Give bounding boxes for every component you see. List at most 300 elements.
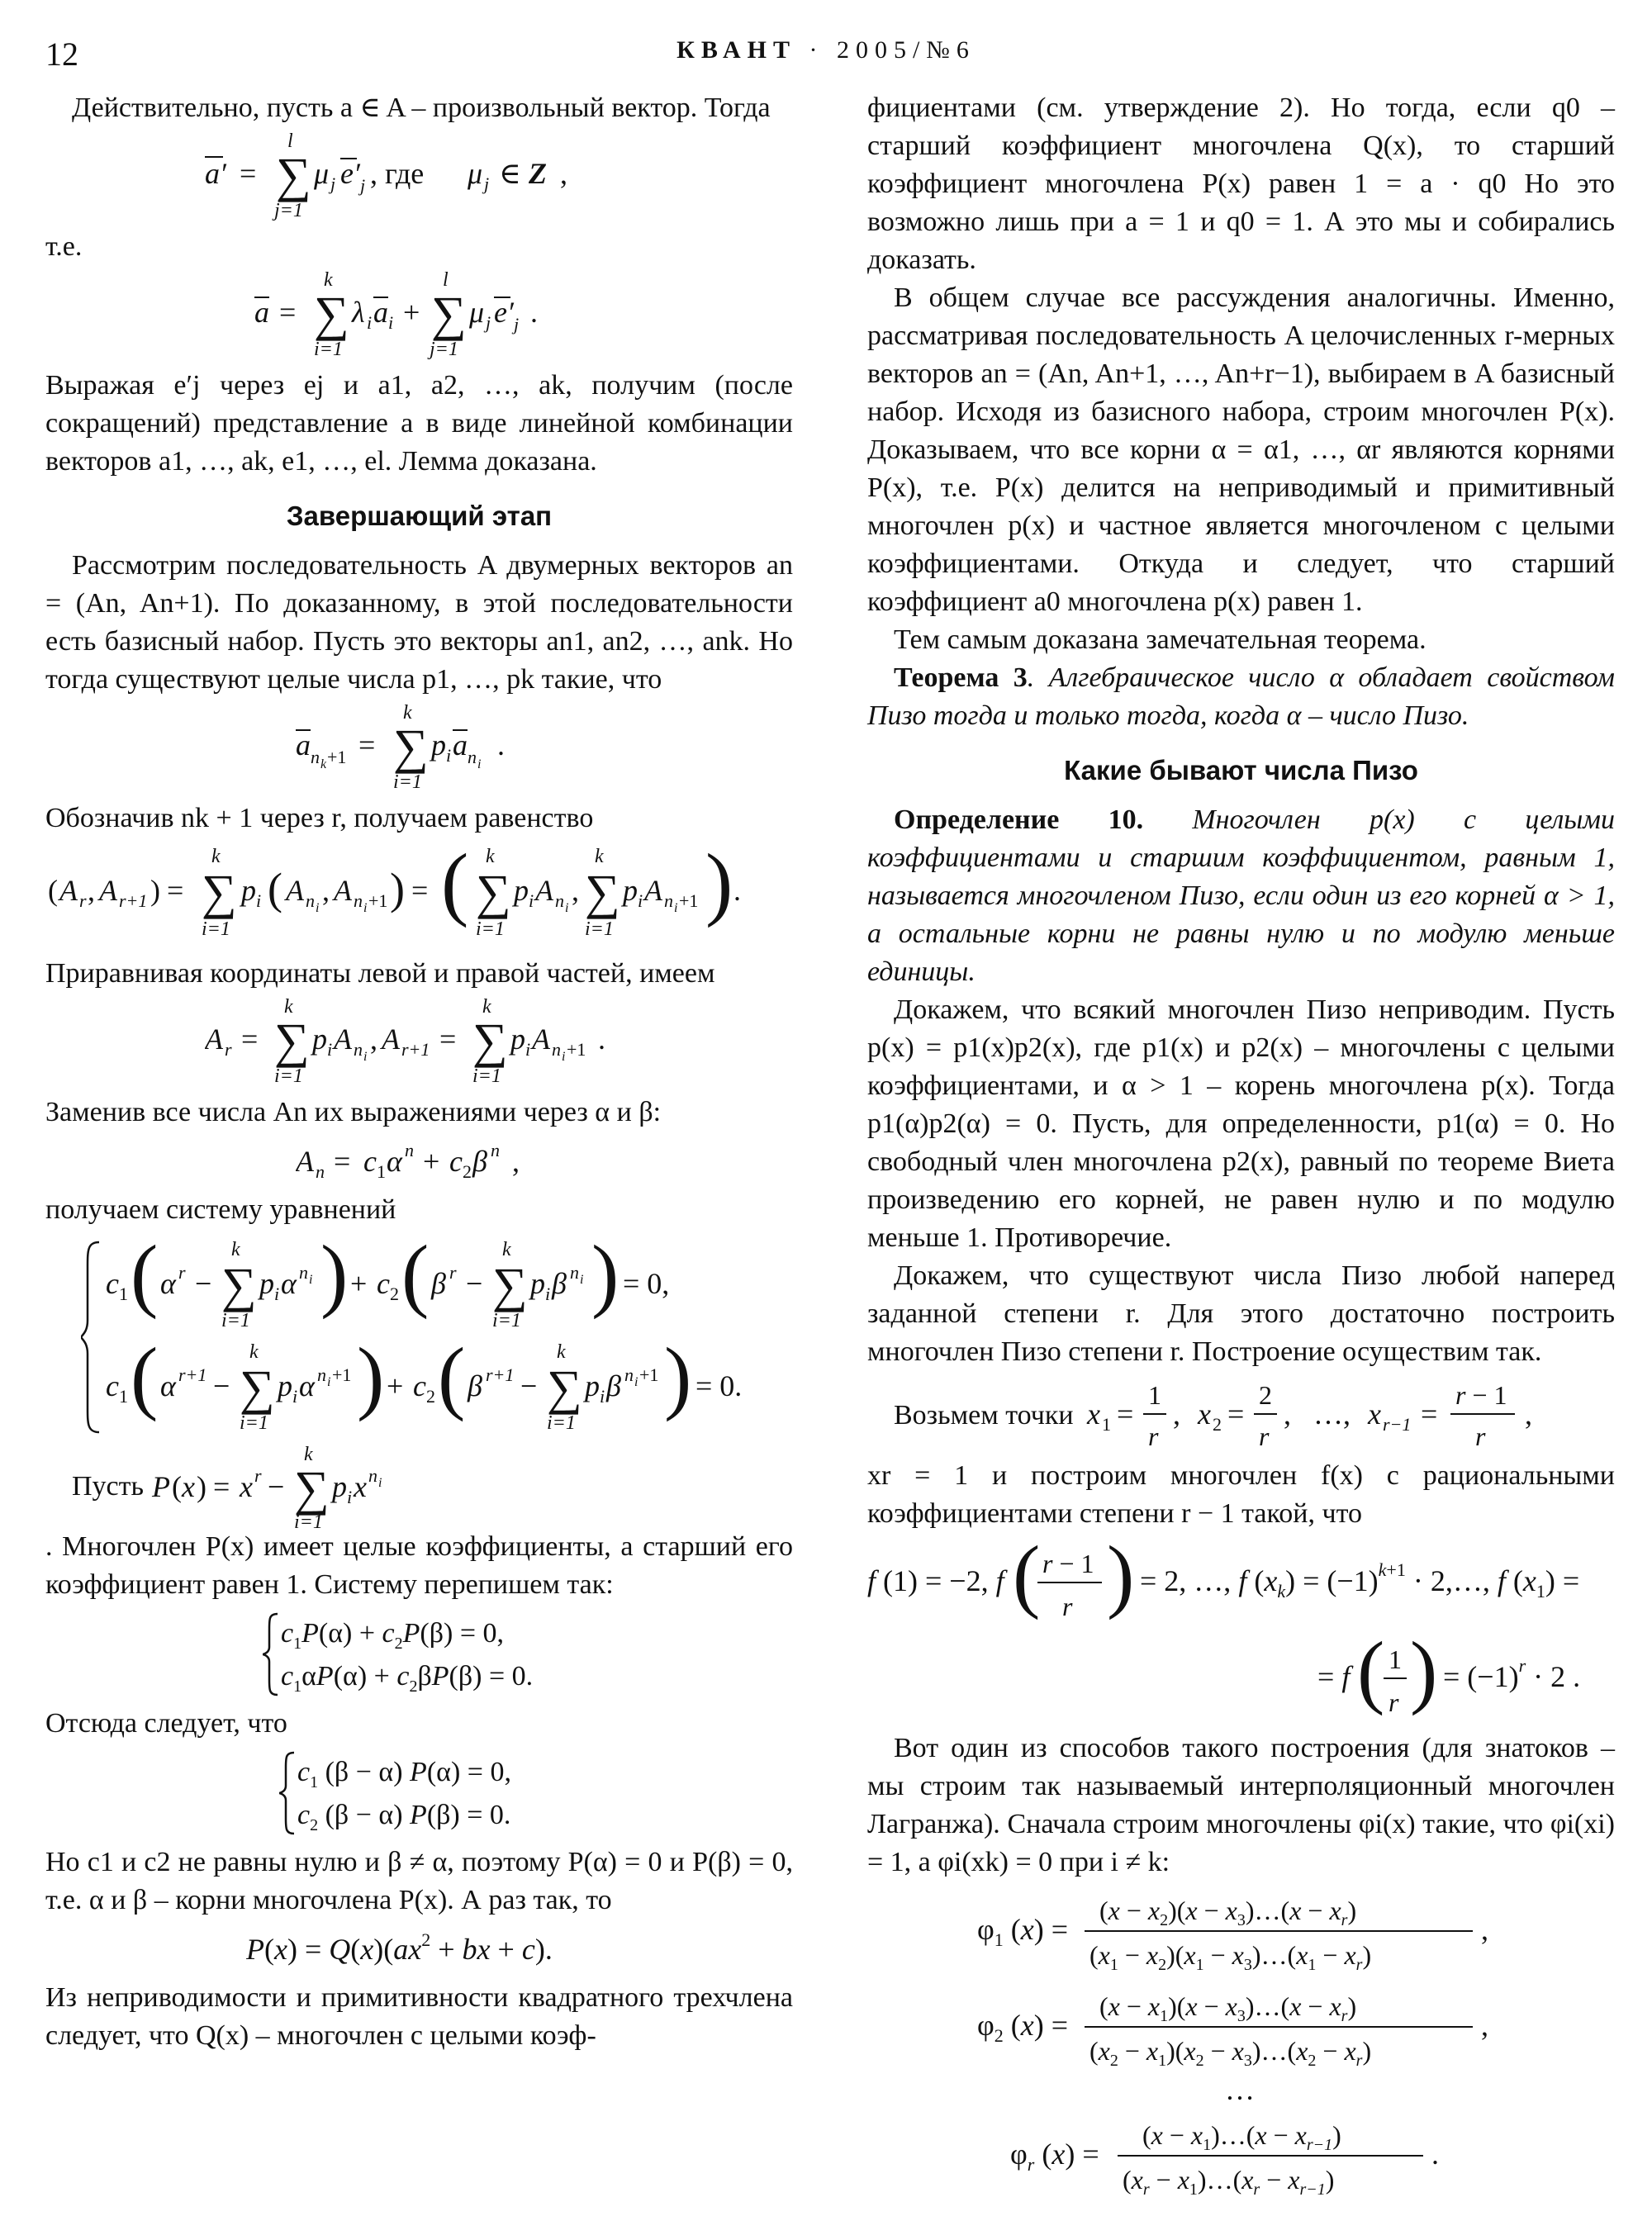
svg-text:x: x	[1367, 1397, 1381, 1431]
svg-text:−: −	[520, 1369, 537, 1402]
svg-text:i=1: i=1	[221, 1310, 250, 1331]
svg-text:=: =	[411, 874, 428, 907]
svg-text:, где: , где	[369, 157, 424, 190]
svg-text:r: r	[1062, 1592, 1073, 1621]
right-paragraph-4: Докажем, что всякий многочлен Пизо неприводим. Пусть p(x) = p1(x)p2(x), где p1(x) и p2(x) – многочлены с целыми коэффициентами, и α > 1 – корень многочлена p(x). Тогда p1(α)p2(α) = 0. Пусть, для определенности, p1(α) = 0. Но свободный член многочлена p2(x), равный по теореме Виета произведению его корней, не равен нулю и по модулю меньше 1. Противоречие.	[867, 994, 1615, 1253]
svg-text:i=1: i=1	[546, 1412, 576, 1434]
svg-text:φ2 (x) =: $\varphi_2$ (x) =	[976, 2009, 1068, 2046]
right-column	[867, 89, 1615, 2207]
svg-text:.: .	[733, 874, 741, 907]
svg-text:−: −	[194, 1267, 211, 1300]
svg-text:j: j	[483, 173, 489, 194]
svg-text:(x − x1)(x − x3)…(x − xr): $(x - x_1)(x$ − $x_3)\dots(x - x_r)$	[1099, 1991, 1356, 2025]
svg-text:n: n	[467, 747, 477, 767]
svg-text:i: i	[528, 890, 534, 911]
svg-text:n: n	[490, 1140, 500, 1160]
formula-system-1	[45, 1234, 793, 1440]
formula-f-values-1	[867, 1538, 1615, 1629]
svg-text:p: p	[259, 1267, 274, 1300]
svg-text:j=1: j=1	[429, 339, 458, 360]
svg-text:∑: ∑	[392, 719, 429, 774]
svg-text:2: 2	[1258, 1380, 1272, 1410]
svg-text:φr (x) =: $\varphi_r$ (x) =	[1009, 2138, 1099, 2175]
svg-text:∑: ∑	[313, 287, 349, 341]
svg-text:p: p	[311, 1023, 327, 1056]
svg-text:+1: +1	[638, 1364, 658, 1385]
svg-text:(: (	[172, 1470, 183, 1503]
svg-text:f (1) = −2, f: f (1) = −2, f	[867, 1564, 1004, 1597]
svg-text:,: ,	[1283, 1397, 1291, 1431]
formula-points	[1074, 1374, 1602, 1457]
svg-text:r+1: r+1	[178, 1364, 206, 1385]
svg-text:n: n	[353, 890, 363, 911]
svg-text:i: i	[544, 1284, 550, 1304]
left-column	[45, 89, 793, 2055]
svg-text:k: k	[211, 846, 221, 867]
svg-text:p: p	[430, 728, 446, 762]
formula-coordinates	[45, 998, 793, 1089]
svg-text:β: β	[467, 1369, 482, 1402]
svg-text:μ: μ	[467, 157, 482, 190]
svg-text:1: 1	[1147, 1380, 1161, 1410]
svg-text:∑: ∑	[275, 148, 311, 202]
right-paragraph-6a: Возьмем точки	[894, 1400, 1074, 1431]
svg-text:): )	[356, 1331, 384, 1422]
svg-text:i: i	[637, 890, 643, 911]
svg-text:2: 2	[462, 1161, 472, 1182]
svg-text:a′: a′	[204, 157, 226, 190]
svg-text:r − 1: r − 1	[1455, 1380, 1507, 1410]
svg-text:): )	[705, 842, 733, 928]
svg-text:r+1: r+1	[401, 1039, 430, 1060]
svg-text:∑: ∑	[294, 1461, 330, 1516]
svg-text:β: β	[430, 1267, 446, 1300]
svg-text:,: ,	[87, 874, 95, 907]
svg-text:p: p	[513, 874, 529, 907]
svg-text:k: k	[556, 1341, 566, 1363]
svg-text:φ1 (x) =: $\varphi_1$ (x) =	[976, 1913, 1068, 1950]
svg-text:(x2 − x1)(x2 − x3)…(x2 − xr): $(x_2 - x_1)(x_2$ − $x_3)\dots(x_2 - x_r)$	[1089, 2036, 1371, 2070]
svg-text:1: 1	[376, 1161, 386, 1182]
svg-text:i: i	[673, 901, 677, 915]
svg-text:2: 2	[389, 1284, 399, 1304]
svg-text:): )	[389, 864, 405, 913]
svg-text:k: k	[320, 757, 326, 771]
svg-text:= f: = f	[1317, 1660, 1351, 1693]
journal-name: КВАНТ	[676, 36, 796, 64]
svg-text:= 0,: = 0,	[622, 1267, 669, 1300]
svg-text:r − 1: r − 1	[1042, 1549, 1094, 1578]
svg-text:): )	[663, 1331, 691, 1422]
svg-text:,: ,	[1480, 1913, 1488, 1946]
svg-text:=: =	[358, 728, 375, 762]
svg-text:c: c	[105, 1267, 119, 1300]
svg-text:r: r	[224, 1039, 232, 1060]
svg-text:): )	[1410, 1634, 1438, 1716]
svg-text:i=1: i=1	[472, 1065, 501, 1087]
left-paragraph-9b: . Многочлен P(x) имеет целые коэффициенты, а старший его коэффициент равен 1. Систему перепишем так:	[45, 1531, 793, 1600]
svg-text:A: A	[534, 874, 553, 907]
svg-text:+: +	[402, 296, 420, 329]
svg-text:A: A	[204, 1023, 223, 1056]
section-heading-final-stage: Завершающий этап	[286, 501, 553, 531]
left-paragraph-6: Приравнивая координаты левой и правой частей, имеем	[45, 958, 715, 989]
theorem-3	[867, 659, 1615, 735]
svg-text:…: …	[1224, 2078, 1255, 2106]
formula-f-values-2	[867, 1634, 1615, 1725]
svg-text:x: x	[1086, 1397, 1100, 1431]
svg-text:l: l	[442, 271, 449, 291]
svg-text:∑: ∑	[239, 1360, 275, 1415]
svg-text:+1: +1	[368, 890, 387, 911]
svg-text:i: i	[363, 1050, 367, 1064]
journal-issue: · 2005/№6	[809, 36, 976, 64]
formula-a-prime	[45, 132, 793, 223]
svg-text:+1: +1	[326, 747, 346, 767]
svg-text:r: r	[1389, 1687, 1399, 1717]
svg-text:r−1: r−1	[1382, 1414, 1412, 1435]
svg-text:,: ,	[369, 1023, 377, 1056]
left-paragraph-2: т.е.	[45, 231, 83, 262]
svg-text:A: A	[295, 1145, 314, 1178]
formula-an-closed-form	[45, 1136, 793, 1186]
left-paragraph-4: Рассмотрим последовательность A двумерных векторов an = (An, An+1). По доказанному, в этой последовательности есть базисный набор. Пусть это векторы an1, an2, …, ank. Но тогда существуют целые числа p1, …, pk такие, что	[45, 550, 793, 695]
svg-text:=: =	[240, 1023, 258, 1056]
svg-text:i: i	[326, 1375, 330, 1389]
svg-text:+: +	[422, 1145, 439, 1178]
svg-text:i: i	[599, 1386, 605, 1407]
svg-text:n: n	[353, 1039, 363, 1060]
svg-text:β: β	[551, 1267, 567, 1300]
svg-text:2: 2	[1212, 1414, 1222, 1435]
svg-text:i=1: i=1	[273, 1065, 303, 1087]
svg-text:a: a	[295, 728, 311, 762]
svg-text:k: k	[402, 704, 412, 724]
svg-text:r: r	[1474, 1421, 1486, 1451]
definition-text: Многочлен p(x) с целыми коэффициентами и старшим коэффициентом, равным 1, называется многочленом Пизо, если один из его корней α > 1, а остальные корни не равны нулю и по модулю меньше единицы.	[867, 804, 1615, 987]
svg-text:x: x	[240, 1470, 253, 1503]
svg-text:j: j	[485, 312, 491, 333]
svg-text:j: j	[359, 175, 365, 196]
svg-text:n: n	[368, 1465, 378, 1486]
svg-text:r: r	[254, 1465, 262, 1486]
svg-text:i: i	[525, 1039, 530, 1060]
formula-ellipsis	[867, 2078, 1615, 2106]
svg-text:n: n	[551, 1039, 561, 1060]
svg-text:i: i	[387, 312, 393, 333]
svg-text:,: ,	[559, 157, 567, 190]
svg-text:i: i	[634, 1375, 638, 1389]
svg-text:= 0.: = 0.	[695, 1369, 742, 1402]
svg-text:n: n	[554, 890, 564, 911]
svg-text:β: β	[472, 1145, 487, 1178]
svg-text:c2 (β − α) P(β) = 0.: $c_2$ (β − α) P(β) = 0.	[297, 1800, 510, 1834]
page-number: 12	[45, 36, 78, 73]
svg-text:A: A	[285, 874, 304, 907]
section-heading-pisot-numbers: Какие бывают числа Пизо	[1064, 755, 1418, 785]
svg-text:a: a	[452, 728, 468, 762]
svg-text:i: i	[366, 312, 372, 333]
svg-text:i: i	[308, 1273, 312, 1287]
svg-text:j: j	[513, 314, 519, 335]
svg-text:i: i	[477, 757, 481, 771]
svg-text:1: 1	[118, 1284, 128, 1304]
svg-text:=: =	[278, 296, 296, 329]
svg-text:l: l	[287, 132, 293, 152]
svg-text:∑: ∑	[273, 1013, 310, 1068]
svg-text:n: n	[404, 1140, 414, 1160]
svg-text:n: n	[305, 890, 315, 911]
svg-text:α: α	[280, 1267, 297, 1300]
left-paragraph-5: Обозначив nk + 1 через r, получаем равенство	[45, 803, 594, 833]
svg-text:A: A	[333, 874, 352, 907]
svg-text:,: ,	[1172, 1397, 1180, 1431]
svg-text:k: k	[230, 1239, 240, 1260]
svg-text:.: .	[496, 728, 505, 762]
svg-text:n: n	[298, 1262, 308, 1283]
svg-text:): )	[150, 874, 160, 907]
svg-text:(x1 − x2)(x1 − x3)…(x1 − xr): $(x_1 - x_2)(x_1$ − $x_3)\dots(x_1 - x_r)$	[1089, 1940, 1371, 1974]
svg-text:c: c	[449, 1145, 463, 1178]
formula-phi-r	[867, 2111, 1615, 2202]
svg-text:α: α	[298, 1369, 315, 1402]
svg-text:β: β	[605, 1369, 621, 1402]
svg-text:j=1: j=1	[273, 200, 303, 221]
svg-text:A: A	[333, 1023, 352, 1056]
svg-text:k: k	[594, 846, 604, 867]
formula-a-nk-plus-1	[45, 704, 793, 795]
svg-text:(xr − x1)…(xr − xr−1): ($x_r$ − $x_1)\dots(x_r - x_{r-1})$	[1122, 2165, 1334, 2199]
svg-text:.: .	[529, 296, 538, 329]
svg-text:1: 1	[118, 1386, 128, 1407]
svg-text:p: p	[622, 874, 638, 907]
svg-text:i: i	[564, 901, 568, 915]
svg-text:n: n	[624, 1364, 634, 1385]
left-paragraph-9a: Пусть	[72, 1471, 145, 1502]
svg-text:(: (	[437, 1331, 465, 1422]
svg-text:k: k	[323, 271, 333, 291]
formula-a-decomposition	[45, 271, 793, 362]
svg-text:∑: ∑	[546, 1360, 582, 1415]
svg-text:x: x	[1197, 1397, 1211, 1431]
svg-text:r: r	[178, 1262, 186, 1283]
svg-text:∑: ∑	[472, 1013, 508, 1068]
svg-text:c1αP(α) + c2βP(β) = 0.: $c_1\alpha P(\alpha) + c_2\beta P(\beta) = 0$.	[280, 1661, 533, 1696]
svg-text:2: 2	[425, 1386, 435, 1407]
svg-text:(: (	[1013, 1538, 1041, 1620]
right-paragraph-6b: xr = 1 и построим многочлен f(x) с рациональными коэффициентами степени r − 1 такой, что	[867, 1460, 1615, 1529]
svg-text:c1P(α) + c2P(β) = 0,: $c_1P(\alpha) + c_2P(\beta) = 0$,	[280, 1618, 504, 1653]
theorem-text: . Алгебраическое число α обладает свойством Пизо тогда и только тогда, когда α – число Пизо.	[867, 662, 1615, 731]
left-paragraph-1: Действительно, пусть a ∈ A – произвольный вектор. Тогда	[72, 93, 771, 123]
svg-text:+1: +1	[678, 890, 698, 911]
svg-text:(x − x1)…(x − xr−1): $(x - x_1)\dots(x - x_{r-1})$	[1142, 2120, 1341, 2154]
svg-text:c: c	[376, 1267, 390, 1300]
svg-text:j: j	[330, 173, 335, 194]
svg-text:c: c	[412, 1369, 426, 1402]
svg-text:n: n	[315, 1161, 325, 1182]
svg-text:(: (	[47, 874, 58, 907]
svg-text:r: r	[1258, 1421, 1270, 1451]
right-paragraph-7: Вот один из способов такого построения (для знатоков – мы строим так называемый интерполяционный многочлен Лагранжа). Сначала строим многочлены φi(x) такие, что φi(xi) = 1, а φi(xk) = 0 при i ≠ k:	[867, 1733, 1615, 1877]
svg-text:x: x	[182, 1470, 195, 1503]
svg-text:(: (	[130, 1234, 158, 1320]
svg-text:i=1: i=1	[475, 918, 505, 940]
svg-text:λ: λ	[351, 296, 365, 329]
svg-text:): )	[1107, 1538, 1135, 1620]
svg-text:1: 1	[1389, 1644, 1402, 1674]
svg-text:i: i	[255, 890, 261, 911]
running-header	[0, 36, 1652, 64]
svg-text:i=1: i=1	[584, 918, 614, 940]
svg-text:∑: ∑	[221, 1258, 257, 1312]
right-paragraph-2: В общем случае все рассуждения аналогичны. Именно, рассматривая последовательность A целочисленных r-мерных векторов an = (An, An+1, …, An+r−1), выбираем в A базисный набор. Исходя из базисного набора, строим многочлен P(x). Доказываем, что все корни α = α1, …, αr являются корнями P(x), т.е. P(x) делится на неприводимый и примитивный многочлен p(x) и частное является многочленом с целыми коэффициентами. Откуда и следует, что старший коэффициент a0 многочлена p(x) равен 1.	[867, 282, 1615, 617]
svg-text:n: n	[663, 890, 673, 911]
svg-text:=: =	[1116, 1397, 1133, 1431]
left-paragraph-7: Заменив все числа An их выражениями через α и β:	[45, 1097, 662, 1127]
svg-text:+1: +1	[331, 1364, 351, 1385]
points-line	[867, 1374, 1615, 1457]
svg-text:(: (	[401, 1234, 429, 1320]
svg-text:=: =	[239, 157, 256, 190]
svg-text:,: ,	[321, 874, 330, 907]
svg-text:e′: e′	[493, 296, 514, 329]
svg-text:,: ,	[571, 874, 579, 907]
svg-text:c: c	[105, 1369, 119, 1402]
svg-text:p: p	[332, 1470, 348, 1503]
svg-text:r+1: r+1	[485, 1364, 514, 1385]
svg-text:∑: ∑	[491, 1258, 528, 1312]
svg-text:(: (	[440, 842, 468, 928]
svg-text:∑: ∑	[201, 865, 237, 919]
svg-text:∑: ∑	[584, 865, 620, 919]
svg-text:μ: μ	[468, 296, 484, 329]
svg-text:A: A	[643, 874, 662, 907]
svg-text:p: p	[240, 874, 256, 907]
svg-text:a: a	[254, 296, 269, 329]
svg-text:): )	[591, 1234, 619, 1320]
formula-system-2	[45, 1609, 793, 1700]
svg-text:n: n	[316, 1364, 326, 1385]
svg-text:i: i	[273, 1284, 279, 1304]
svg-text:α: α	[159, 1267, 176, 1300]
svg-text:i: i	[326, 1039, 332, 1060]
formula-phi-2	[867, 1982, 1615, 2073]
svg-text:k: k	[482, 998, 491, 1018]
definition-10	[867, 801, 1615, 991]
svg-text:i=1: i=1	[392, 771, 422, 793]
right-paragraph-1: фициентами (см. утверждение 2). Но тогда, если q0 – старший коэффициент многочлена Q(x), то старший коэффициент многочлена P(x) равен 1 = a · q0 Но это возможно лишь при a = 1 и q0 = 1. А это мы и собирались доказать.	[867, 93, 1615, 275]
svg-text:r: r	[449, 1262, 457, 1283]
svg-text:k: k	[485, 846, 495, 867]
svg-text:μ: μ	[313, 157, 329, 190]
paragraph-9-inline	[45, 1445, 793, 1528]
svg-text:i=1: i=1	[239, 1412, 268, 1434]
svg-text:k: k	[501, 1239, 511, 1260]
svg-text:P: P	[152, 1470, 171, 1503]
svg-text:=: =	[213, 1470, 230, 1503]
svg-text:∑: ∑	[430, 287, 467, 341]
formula-phi-1	[867, 1886, 1615, 1977]
svg-text:∑: ∑	[475, 865, 511, 919]
svg-text:Z: Z	[528, 157, 547, 190]
svg-text:i=1: i=1	[313, 339, 343, 360]
left-paragraph-11: Но c1 и c2 не равны нулю и β ≠ α, поэтому P(α) = 0 и P(β) = 0, т.е. α и β – корни многочлена P(x). А раз так, то	[45, 1847, 793, 1915]
svg-text:+: +	[386, 1369, 403, 1402]
svg-text:…,: …,	[1313, 1397, 1351, 1431]
left-paragraph-3: Выражая e′j через ej и a1, a2, …, ak, получим (после сокращений) представление a в виде линейной комбинации векторов a1, …, ak, e1, …, el. Лемма доказана.	[45, 370, 793, 477]
svg-text:i: i	[363, 901, 367, 915]
svg-text:,: ,	[1480, 2009, 1488, 2042]
svg-text:p: p	[529, 1267, 545, 1300]
svg-text:1: 1	[1101, 1414, 1111, 1435]
svg-text:(: (	[1357, 1634, 1385, 1716]
svg-text:k: k	[283, 998, 293, 1018]
svg-text:x: x	[354, 1470, 367, 1503]
svg-text:.: .	[1431, 2138, 1439, 2171]
svg-text:P(x) = Q(x)(ax2 + bx + c).: $P(x) = Q(x)(ax^2$ + bx + c).	[245, 1929, 553, 1966]
svg-text:a: a	[373, 296, 388, 329]
svg-text:i: i	[292, 1386, 297, 1407]
svg-text:i=1: i=1	[491, 1310, 521, 1331]
svg-text:= (−1)r · 2 .: = $(-1)^r \cdot 2$ .	[1443, 1655, 1581, 1693]
formula-P-factorization	[45, 1924, 793, 1974]
theorem-label: Теорема 3	[894, 662, 1028, 693]
svg-text:): )	[197, 1470, 207, 1503]
right-paragraph-5: Докажем, что существуют числа Пизо любой наперед заданной степени r. Для этого достаточно построить многочлен Пизо степени r. Построение осуществим так.	[867, 1260, 1615, 1367]
svg-text:A: A	[381, 1023, 400, 1056]
svg-text:p: p	[510, 1023, 525, 1056]
svg-text:i=1: i=1	[201, 918, 230, 940]
svg-text:=: =	[1227, 1397, 1244, 1431]
svg-text:=: =	[333, 1145, 350, 1178]
svg-text:i: i	[378, 1476, 382, 1490]
svg-text:e′: e′	[339, 157, 360, 190]
formula-P-definition	[144, 1445, 408, 1528]
svg-text:A: A	[98, 874, 117, 907]
svg-text:r: r	[1147, 1421, 1159, 1451]
svg-text:(: (	[130, 1331, 158, 1422]
svg-text:n: n	[569, 1262, 579, 1283]
svg-text:= 2, …, f (xk) = (−1)k+1 · 2,…: = 2, …, f $(x_k) = (-1)^k+1$ · 2,…, f $(x_1)$ =	[1140, 1559, 1580, 1601]
svg-text:,: ,	[1524, 1397, 1532, 1431]
right-paragraph-3: Тем самым доказана замечательная теорема.	[894, 624, 1427, 655]
left-paragraph-10: Отсюда следует, что	[45, 1708, 287, 1739]
svg-text:k: k	[304, 1445, 313, 1465]
svg-text:n: n	[310, 747, 320, 767]
svg-text:−: −	[212, 1369, 230, 1402]
svg-text:.: .	[597, 1023, 605, 1056]
formula-system-3	[45, 1748, 793, 1839]
svg-text:i: i	[579, 1273, 583, 1287]
svg-text:(: (	[267, 864, 282, 913]
svg-text:,: ,	[511, 1145, 520, 1178]
svg-text:p: p	[584, 1369, 600, 1402]
svg-text:=: =	[166, 874, 183, 907]
svg-text:): )	[320, 1234, 348, 1320]
svg-text:+: +	[349, 1267, 367, 1300]
svg-text:=: =	[1420, 1397, 1437, 1431]
svg-text:A: A	[531, 1023, 550, 1056]
svg-text:i: i	[347, 1487, 353, 1507]
svg-text:i: i	[315, 901, 319, 915]
svg-text:=: =	[439, 1023, 456, 1056]
svg-text:i: i	[561, 1050, 565, 1064]
svg-text:A: A	[59, 874, 78, 907]
svg-text:α: α	[386, 1145, 402, 1178]
svg-text:∈: ∈	[498, 157, 521, 190]
definition-label: Определение 10.	[894, 804, 1144, 835]
